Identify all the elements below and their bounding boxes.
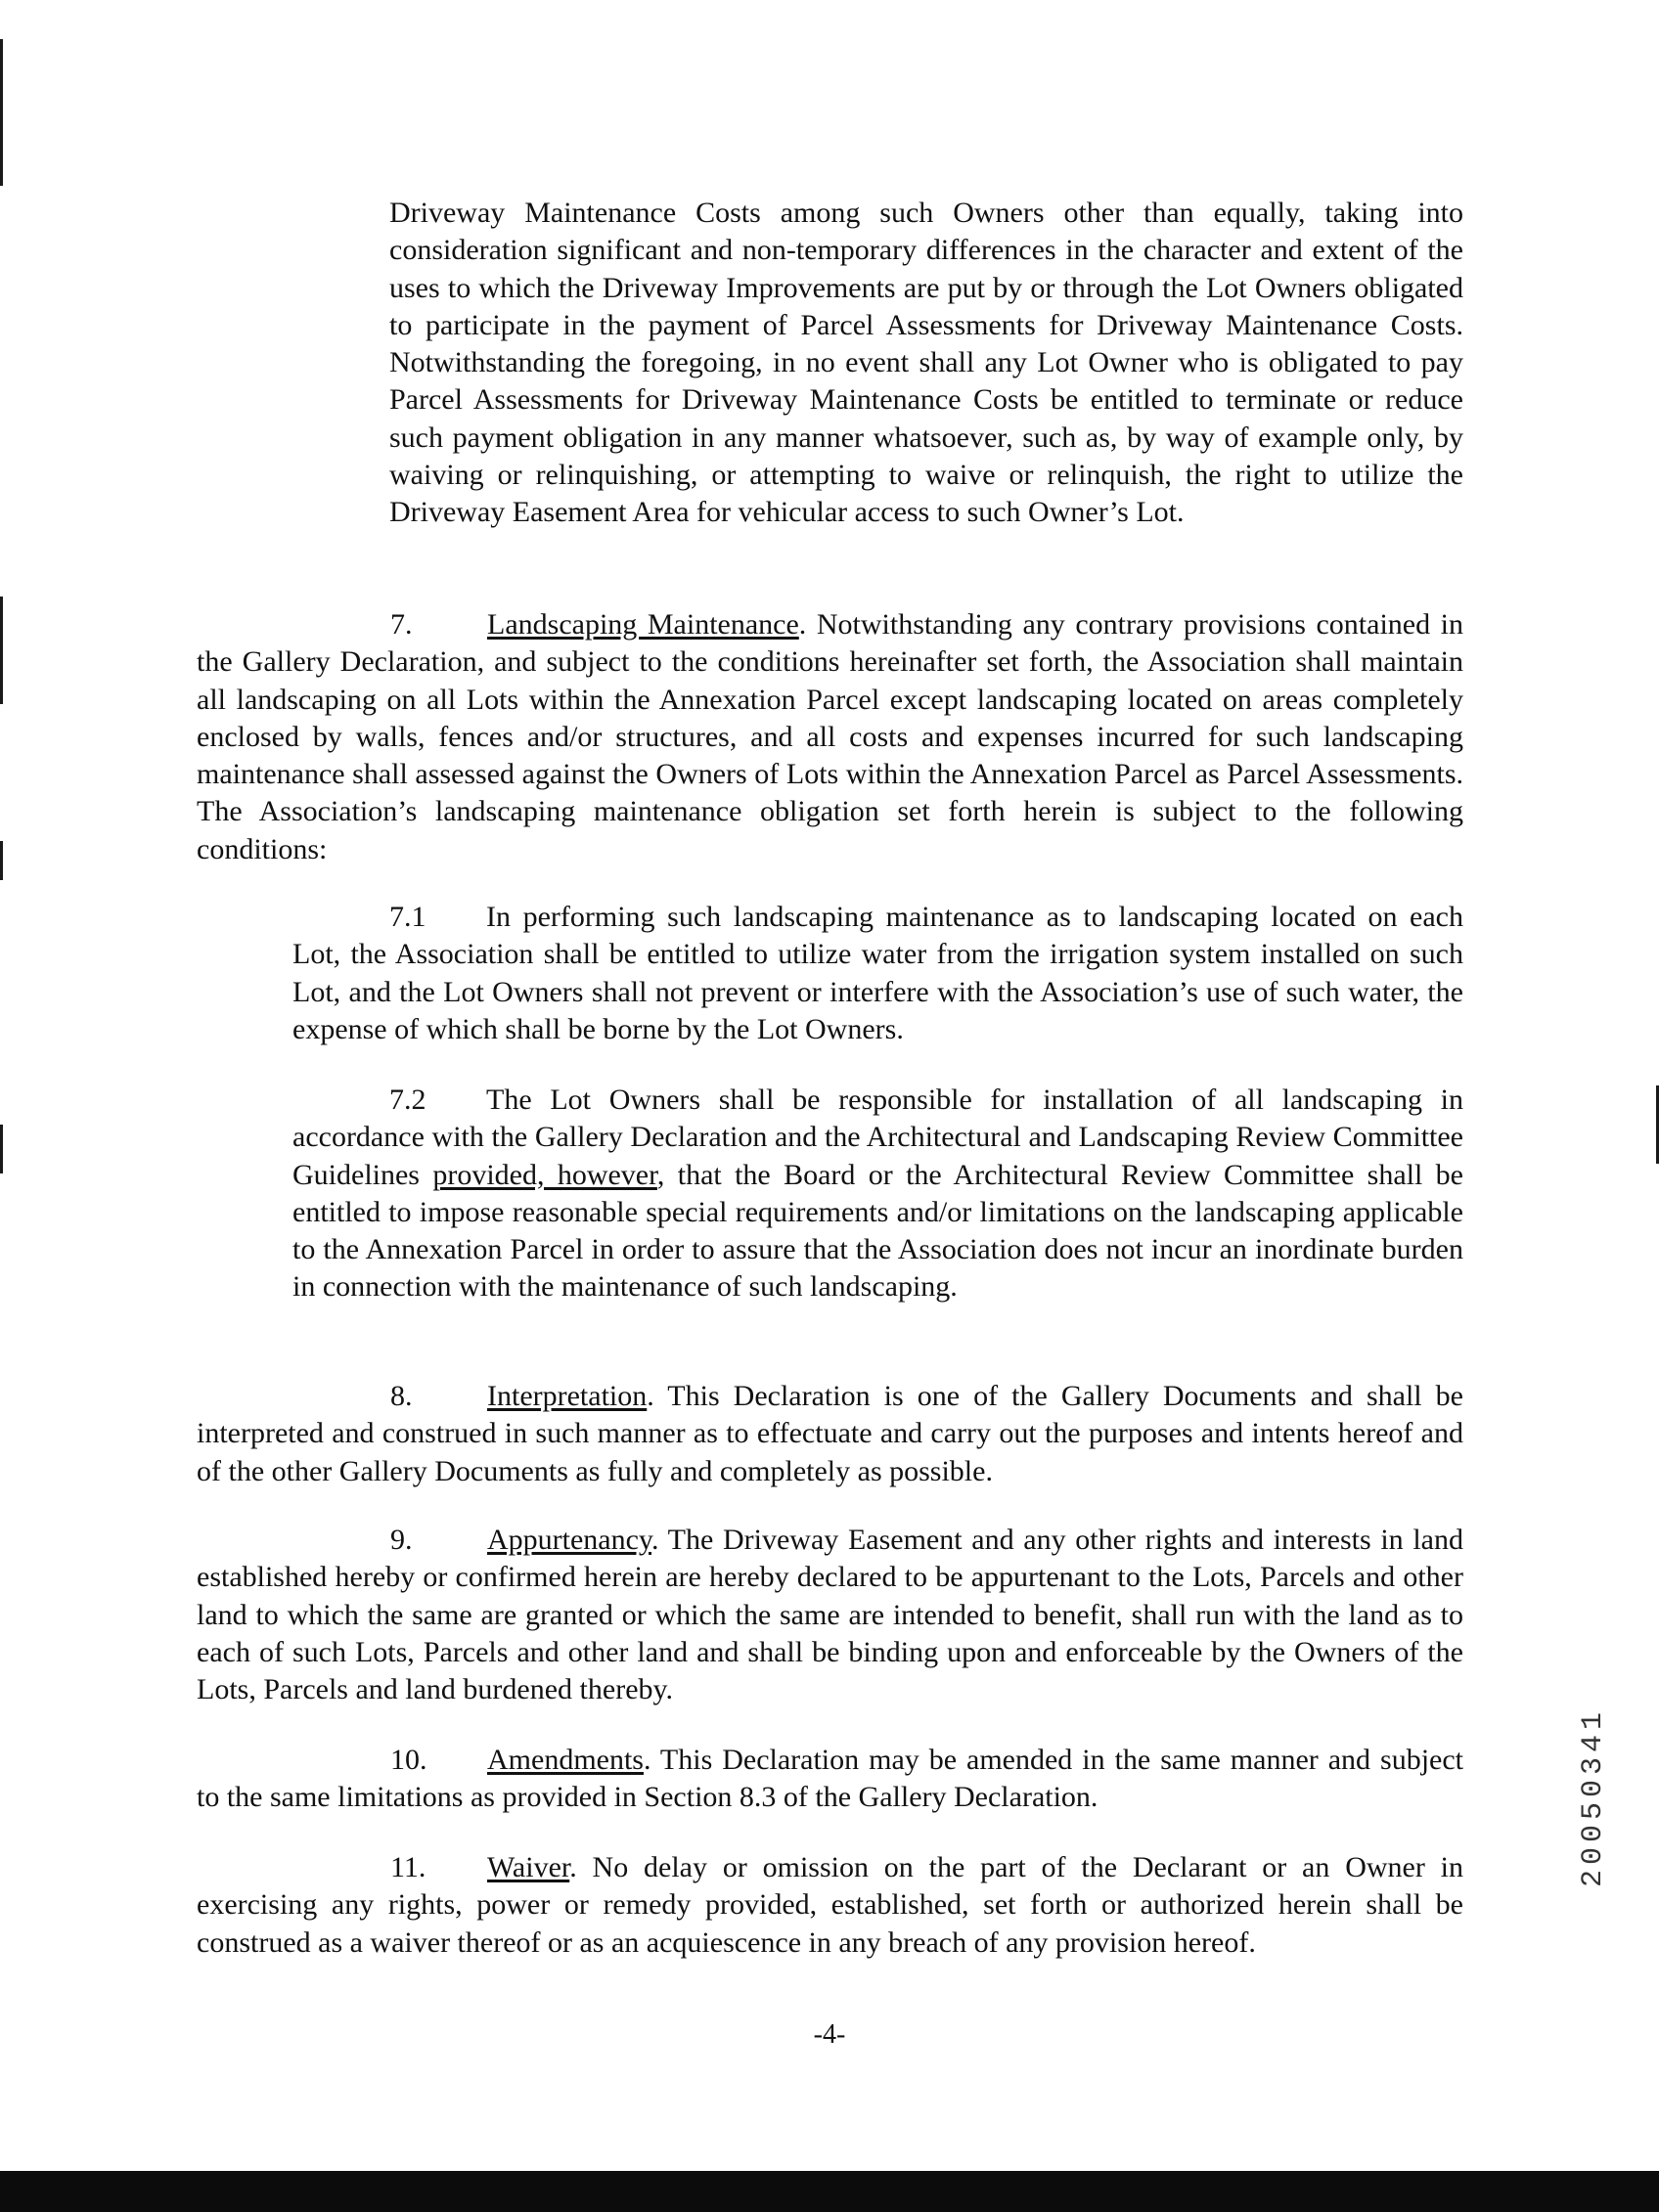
subsection-text-after: , that the Board or the Architectural Review Committee shall be entitled to impose reasonable special requirements and/or limitations on the landscaping applicable to the Annexation Parcel in order to assure that the Association does not incur an inordinate burden in connection with the maintenance of such landscaping.: [292, 1158, 1463, 1304]
scan-edge-mark: [0, 39, 3, 186]
section-number: 10.: [390, 1744, 427, 1776]
stamp-text: 20050341: [1577, 1706, 1610, 1887]
continuation-paragraph: Driveway Maintenance Costs among such Owners other than equally, taking into consideration significant and non-temporary differences in the character and extent of the uses to which the Driveway Improvements are put by or through the Lot Owners obligated to participate in the payment of Parcel Assessments for Driveway Maintenance Costs. Notwithstanding the foregoing, in no event shall any Lot Owner who is obligated to pay Parcel Assessments for Driveway Maintenance Costs be entitled to terminate or reduce such payment obligation in any manner whatsoever, such as, by way of example only, by waiving or relinquishing, or attempting to waive or relinquish, the right to utilize the Driveway Easement Area for vehicular access to such Owner’s Lot.: [389, 197, 1463, 529]
subsection-text: In performing such landscaping maintenance as to landscaping located on each Lot, the Association shall be entitled to utilize water from the irrigation system installed on such Lot, and the Lot Owners shall not prevent or interfere with the Association’s use of such water, the expense of which shall be borne by the Lot Owners.: [292, 901, 1463, 1045]
scan-edge-mark: [0, 1125, 3, 1173]
scan-bottom-band: [0, 2171, 1659, 2212]
section-9: [197, 1522, 1463, 1708]
scan-edge-mark: [0, 597, 3, 704]
section-text: . This Declaration is one of the Gallery Documents and shall be interpreted and construed in such manner as to effectuate and carry out the purposes and intents hereof and of the other Gallery Documents as fully and completely as possible.: [197, 1380, 1463, 1487]
subsection-7-2: [292, 1082, 1463, 1306]
section-10: [197, 1742, 1463, 1817]
section-8: [197, 1378, 1463, 1490]
section-number: 7.: [390, 608, 413, 641]
subsection-text-before: The Lot Owners shall be responsible for installation of all landscaping in accordance with the Gallery Declaration and the Architectural and Landscaping Review Committee Guidelines: [292, 1084, 1463, 1191]
section-text: . This Declaration may be amended in the same manner and subject to the same limitations as provided in Section 8.3 of the Gallery Declaration.: [197, 1744, 1463, 1814]
section-text: . The Driveway Easement and any other rights and interests in land established hereby or confirmed herein are hereby declared to be appurtenant to the Lots, Parcels and other land to which the same are granted or which the same are intended to benefit, shall run with the land as to each of such Lots, Parcels and other land and shall be binding upon and enforceable by the Owners of the Lots, Parcels and land burdened thereby.: [197, 1524, 1463, 1706]
section-11: [197, 1849, 1463, 1962]
section-heading: Appurtenancy: [487, 1524, 651, 1556]
recording-number-stamp: [1573, 1545, 1612, 1897]
page-number: -4-: [813, 2019, 846, 2050]
section-text: . Notwithstanding any contrary provisions contained in the Gallery Declaration, and subject to the conditions hereinafter set forth, the Association shall maintain all landscaping on all Lots within the Annexation Parcel except landscaping located on areas completely enclosed by walls, fences and/or structures, and all costs and expenses incurred for such landscaping maintenance shall assessed against the Owners of Lots within the Annexation Parcel as Parcel Assessments. The Association’s landscaping maintenance obligation set forth herein is subject to the following conditions:: [197, 608, 1464, 865]
scan-edge-mark: [0, 841, 3, 880]
subsection-number: 7.2: [389, 1084, 426, 1116]
section-number: 8.: [390, 1380, 413, 1412]
section-heading: Waiver: [487, 1851, 570, 1883]
section-number: 9.: [390, 1524, 413, 1556]
section-heading: Landscaping Maintenance: [487, 608, 799, 641]
section-text: . No delay or omission on the part of the Declarant or an Owner in exercising any rights, power or remedy provided, established, set forth or authorized herein shall be construed as a waiver thereof or as an acquiescence in any breach of any provision hereof.: [197, 1851, 1463, 1959]
section-heading: Interpretation: [487, 1380, 648, 1412]
subsection-7-1: [292, 899, 1463, 1048]
section-heading: Amendments: [487, 1744, 644, 1776]
provided-however-term: provided, however: [432, 1158, 657, 1191]
subsection-number: 7.1: [389, 901, 426, 933]
section-number: 11.: [390, 1851, 426, 1883]
section-7: [197, 606, 1463, 868]
